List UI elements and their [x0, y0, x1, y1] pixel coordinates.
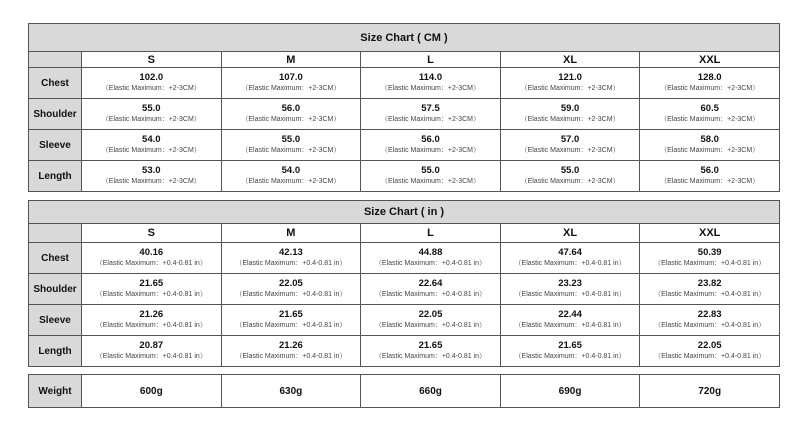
- elastic-note: （Elastic Maximum：+0.4-0.81 in）: [235, 260, 347, 267]
- cm-row-sleeve: [29, 130, 780, 161]
- weight-value: 660g: [361, 375, 501, 408]
- in-row-chest: [29, 243, 780, 274]
- size-cell: [640, 336, 780, 367]
- size-cell: [221, 161, 361, 192]
- in-header-size: L: [361, 224, 501, 243]
- elastic-note: （Elastic Maximum：+2-3CM）: [660, 178, 760, 185]
- elastic-note: （Elastic Maximum：+0.4-0.81 in）: [514, 353, 626, 360]
- size-cell: [361, 243, 501, 274]
- weight-row: [29, 375, 780, 408]
- size-cell: [221, 130, 361, 161]
- measurement-value: 40.16: [139, 247, 164, 258]
- measurement-value: 21.26: [279, 340, 303, 351]
- elastic-note: （Elastic Maximum：+2-3CM）: [241, 85, 341, 92]
- measurement-value: 44.88: [418, 247, 443, 258]
- measurement-value: 53.0: [142, 165, 161, 176]
- measurement-value: 21.65: [139, 278, 164, 289]
- elastic-note: （Elastic Maximum：+0.4-0.81 in）: [95, 353, 207, 360]
- weight-value: 630g: [221, 375, 361, 408]
- cm-table-title: Size Chart ( CM ): [29, 24, 780, 52]
- measurement-value: 22.05: [279, 278, 303, 289]
- measurement-value: 128.0: [697, 72, 722, 83]
- elastic-note: （Elastic Maximum：+2-3CM）: [660, 116, 760, 123]
- measurement-value: 60.5: [700, 103, 719, 114]
- row-label: Shoulder: [29, 274, 82, 305]
- measurement-value: 21.65: [279, 309, 303, 320]
- row-label: Chest: [29, 68, 82, 99]
- measurement-value: 23.82: [697, 278, 722, 289]
- cm-header-size: S: [82, 52, 222, 68]
- in-header-size: XL: [500, 224, 640, 243]
- measurement-value: 47.64: [558, 247, 582, 258]
- elastic-note: （Elastic Maximum：+0.4-0.81 in）: [654, 260, 766, 267]
- elastic-note: （Elastic Maximum：+0.4-0.81 in）: [235, 353, 347, 360]
- size-cell: [221, 336, 361, 367]
- size-cell: [500, 274, 640, 305]
- size-cell: [640, 243, 780, 274]
- elastic-note: （Elastic Maximum：+0.4-0.81 in）: [235, 322, 347, 329]
- size-cell: [640, 130, 780, 161]
- cm-row-length: [29, 161, 780, 192]
- size-chart-cm-table: [28, 23, 780, 192]
- measurement-value: 21.65: [558, 340, 582, 351]
- size-cell: [221, 68, 361, 99]
- size-cell: [500, 99, 640, 130]
- elastic-note: （Elastic Maximum：+2-3CM）: [241, 178, 341, 185]
- size-cell: [500, 161, 640, 192]
- size-cell: [361, 130, 501, 161]
- measurement-value: 22.64: [418, 278, 443, 289]
- size-chart-inch-table: [28, 200, 780, 367]
- measurement-value: 56.0: [700, 165, 719, 176]
- size-cell: [361, 305, 501, 336]
- elastic-note: （Elastic Maximum：+2-3CM）: [520, 147, 620, 154]
- measurement-value: 50.39: [697, 247, 722, 258]
- size-cell: [500, 243, 640, 274]
- elastic-note: （Elastic Maximum：+2-3CM）: [380, 85, 480, 92]
- measurement-value: 23.23: [558, 278, 582, 289]
- elastic-note: （Elastic Maximum：+2-3CM）: [241, 147, 341, 154]
- measurement-value: 56.0: [281, 103, 301, 114]
- cm-header-corner: [29, 52, 82, 68]
- size-cell: [500, 68, 640, 99]
- cm-header-size: L: [361, 52, 501, 68]
- size-cell: [361, 336, 501, 367]
- measurement-value: 54.0: [281, 165, 301, 176]
- elastic-note: （Elastic Maximum：+0.4-0.81 in）: [95, 260, 207, 267]
- size-cell: [82, 99, 222, 130]
- row-label: Length: [29, 161, 82, 192]
- measurement-value: 21.65: [418, 340, 443, 351]
- cm-row-chest: [29, 68, 780, 99]
- row-label: Sleeve: [29, 305, 82, 336]
- elastic-note: （Elastic Maximum：+0.4-0.81 in）: [95, 322, 207, 329]
- in-header-size: S: [82, 224, 222, 243]
- elastic-note: （Elastic Maximum：+2-3CM）: [101, 116, 201, 123]
- measurement-value: 114.0: [418, 72, 443, 83]
- cm-row-shoulder: [29, 99, 780, 130]
- elastic-note: （Elastic Maximum：+0.4-0.81 in）: [95, 291, 207, 298]
- elastic-note: （Elastic Maximum：+2-3CM）: [101, 178, 201, 185]
- in-header-size: XXL: [640, 224, 780, 243]
- size-cell: [361, 161, 501, 192]
- size-cell: [640, 305, 780, 336]
- measurement-value: 55.0: [281, 134, 301, 145]
- elastic-note: （Elastic Maximum：+2-3CM）: [660, 147, 760, 154]
- in-table-title: Size Chart ( in ): [29, 201, 780, 224]
- cm-header-size: M: [221, 52, 361, 68]
- elastic-note: （Elastic Maximum：+0.4-0.81 in）: [654, 353, 766, 360]
- elastic-note: （Elastic Maximum：+2-3CM）: [380, 147, 480, 154]
- measurement-value: 55.0: [142, 103, 161, 114]
- in-row-sleeve: [29, 305, 780, 336]
- weight-table: [28, 374, 780, 408]
- elastic-note: （Elastic Maximum：+2-3CM）: [241, 116, 341, 123]
- size-cell: [82, 161, 222, 192]
- size-cell: [82, 130, 222, 161]
- size-cell: [500, 336, 640, 367]
- size-cell: [221, 243, 361, 274]
- elastic-note: （Elastic Maximum：+0.4-0.81 in）: [514, 322, 626, 329]
- size-cell: [221, 305, 361, 336]
- size-cell: [221, 274, 361, 305]
- elastic-note: （Elastic Maximum：+2-3CM）: [380, 178, 480, 185]
- size-cell: [361, 68, 501, 99]
- measurement-value: 54.0: [142, 134, 161, 145]
- measurement-value: 22.83: [697, 309, 722, 320]
- size-cell: [82, 243, 222, 274]
- elastic-note: （Elastic Maximum：+0.4-0.81 in）: [374, 260, 487, 267]
- elastic-note: （Elastic Maximum：+2-3CM）: [660, 85, 760, 92]
- measurement-value: 57.5: [421, 103, 440, 114]
- elastic-note: （Elastic Maximum：+0.4-0.81 in）: [654, 322, 766, 329]
- size-cell: [500, 305, 640, 336]
- size-cell: [82, 68, 222, 99]
- measurement-value: 55.0: [560, 165, 580, 176]
- size-cell: [82, 274, 222, 305]
- elastic-note: （Elastic Maximum：+0.4-0.81 in）: [235, 291, 347, 298]
- in-row-length: [29, 336, 780, 367]
- elastic-note: （Elastic Maximum：+0.4-0.81 in）: [374, 353, 487, 360]
- size-cell: [640, 274, 780, 305]
- weight-value: 600g: [82, 375, 222, 408]
- size-cell: [82, 305, 222, 336]
- measurement-value: 42.13: [279, 247, 303, 258]
- measurement-value: 56.0: [421, 134, 440, 145]
- size-cell: [640, 68, 780, 99]
- cm-header-size: XXL: [640, 52, 780, 68]
- size-cell: [500, 130, 640, 161]
- elastic-note: （Elastic Maximum：+0.4-0.81 in）: [374, 322, 487, 329]
- weight-value: 720g: [640, 375, 780, 408]
- measurement-value: 121.0: [558, 72, 582, 83]
- size-cell: [640, 99, 780, 130]
- elastic-note: （Elastic Maximum：+2-3CM）: [380, 116, 480, 123]
- elastic-note: （Elastic Maximum：+0.4-0.81 in）: [514, 260, 626, 267]
- size-cell: [82, 336, 222, 367]
- elastic-note: （Elastic Maximum：+2-3CM）: [520, 85, 620, 92]
- measurement-value: 59.0: [560, 103, 580, 114]
- elastic-note: （Elastic Maximum：+2-3CM）: [520, 116, 620, 123]
- measurement-value: 55.0: [421, 165, 440, 176]
- weight-value: 690g: [500, 375, 640, 408]
- row-label: Shoulder: [29, 99, 82, 130]
- elastic-note: （Elastic Maximum：+0.4-0.81 in）: [374, 291, 487, 298]
- measurement-value: 21.26: [139, 309, 164, 320]
- elastic-note: （Elastic Maximum：+2-3CM）: [101, 147, 201, 154]
- size-cell: [361, 99, 501, 130]
- elastic-note: （Elastic Maximum：+0.4-0.81 in）: [654, 291, 766, 298]
- measurement-value: 20.87: [139, 340, 164, 351]
- in-header-size: M: [221, 224, 361, 243]
- row-label: Length: [29, 336, 82, 367]
- in-header-corner: [29, 224, 82, 243]
- measurement-value: 57.0: [560, 134, 580, 145]
- measurement-value: 22.05: [418, 309, 443, 320]
- size-cell: [640, 161, 780, 192]
- size-cell: [221, 99, 361, 130]
- elastic-note: （Elastic Maximum：+2-3CM）: [101, 85, 201, 92]
- row-label: Chest: [29, 243, 82, 274]
- measurement-value: 102.0: [139, 72, 164, 83]
- elastic-note: （Elastic Maximum：+2-3CM）: [520, 178, 620, 185]
- size-cell: [361, 274, 501, 305]
- measurement-value: 22.05: [697, 340, 722, 351]
- measurement-value: 107.0: [279, 72, 303, 83]
- row-label: Sleeve: [29, 130, 82, 161]
- measurement-value: 22.44: [558, 309, 582, 320]
- row-label: Weight: [29, 375, 82, 408]
- elastic-note: （Elastic Maximum：+0.4-0.81 in）: [514, 291, 626, 298]
- cm-header-size: XL: [500, 52, 640, 68]
- in-row-shoulder: [29, 274, 780, 305]
- measurement-value: 58.0: [700, 134, 719, 145]
